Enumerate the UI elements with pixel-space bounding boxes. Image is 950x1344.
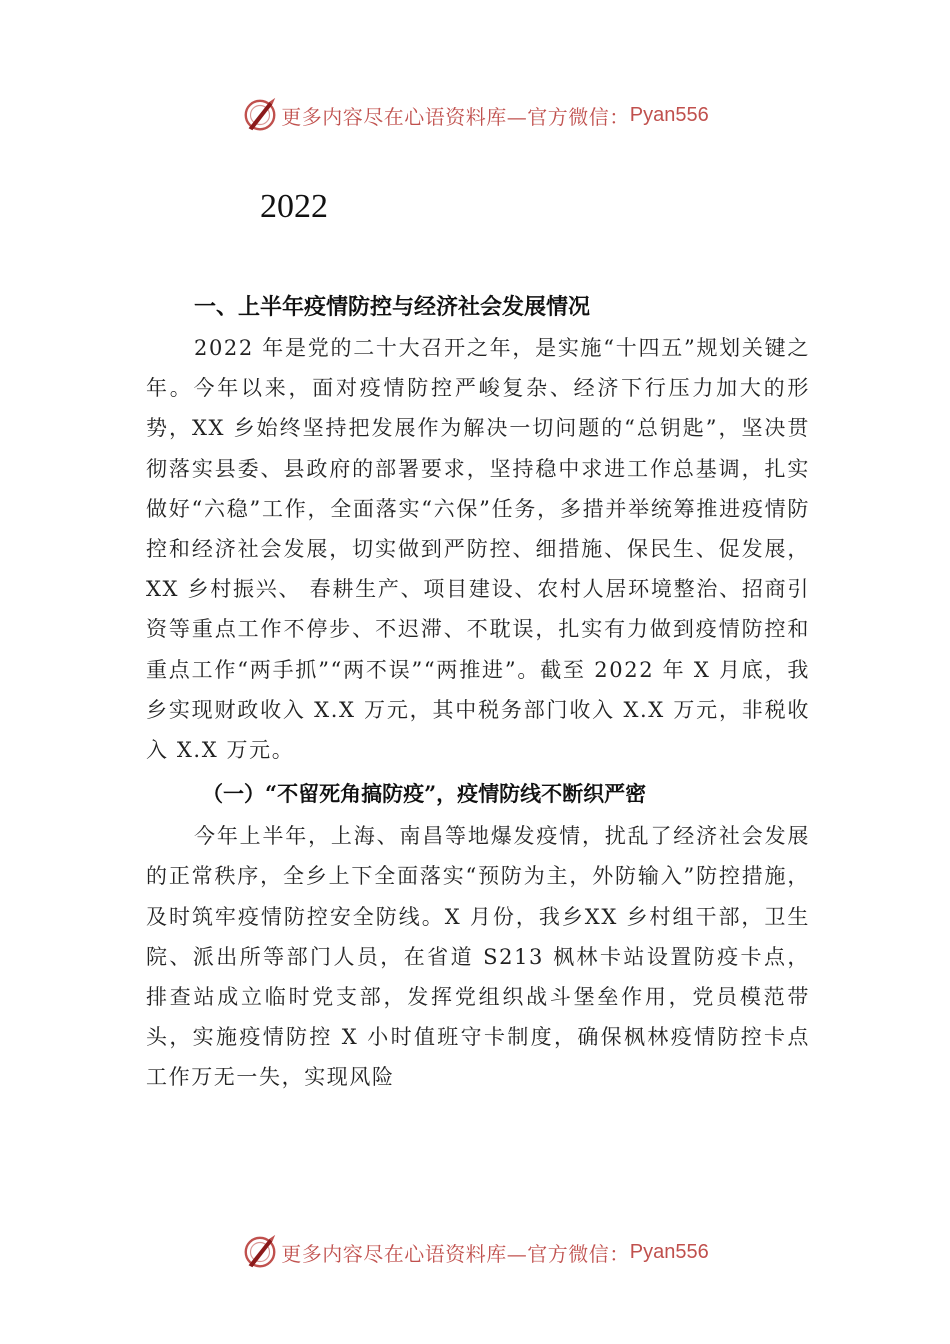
body-paragraph: 今年上半年，上海、南昌等地爆发疫情，扰乱了经济社会发展的正常秩序，全乡上下全面落实“预防为主，外防输入”防控措施，及时筑牢疫情防控安全防线。X 月份，我乡XX 乡村组干部，卫生院、派出所等部门人员，在省道 S213 枫林卡站设置防疫卡点，排查站成立临时党支部，发挥党组织战斗堡垒作用，党员模范带头，实施疫情防控 X 小时值班守卡制度，确保枫林疫情防控卡点工作万无一失，实现风险 [146,824,810,1090]
watermark-wechat-id: Pyan556 [629,103,709,126]
watermark-text: 更多内容尽在心语资料库—官方微信： [281,1241,630,1266]
section-heading: 一、上半年疫情防控与经济社会发展情况 [194,295,591,320]
document-body [146,288,810,1098]
document-title: 2022 [260,188,328,225]
watermark-wechat-id: Pyan556 [629,1240,709,1263]
body-paragraph: 2022 年是党的二十大召开之年，是实施“十四五”规划关键之年。今年以来，面对疫情防控严峻复杂、经济下行压力加大的形势，XX 乡始终坚持把发展作为解决一切问题的“总钥匙”，坚决贯彻落实县委、县政府的部署要求，坚持稳中求进工作总基调，扎实做好“六稳”工作，全面落实“六保”任务，多措并举统筹推进疫情防控和经济社会发展，切实做到严防控、细措施、保民生、促发展，XX 乡村振兴、 春耕生产、项目建设、农村人居环境整治、招商引资等重点工作不停步、不迟滞、不耽误，扎实有力做到疫情防控和重点工作“两手抓”“两不误”“两推进”。截至 2022 年 X 月底，我乡实现财政收入 X.X 万元，其中税务部门收入 X.X 万元，非税收入 X.X 万元。 [146,336,810,763]
quill-logo-icon [241,1233,279,1271]
quill-logo-icon [241,96,279,134]
header-watermark [0,95,950,135]
subsection-heading: （一）“不留死角搞防疫”，疫情防线不断织严密 [202,781,647,807]
footer-watermark [0,1232,950,1272]
watermark-text: 更多内容尽在心语资料库—官方微信： [281,104,630,129]
